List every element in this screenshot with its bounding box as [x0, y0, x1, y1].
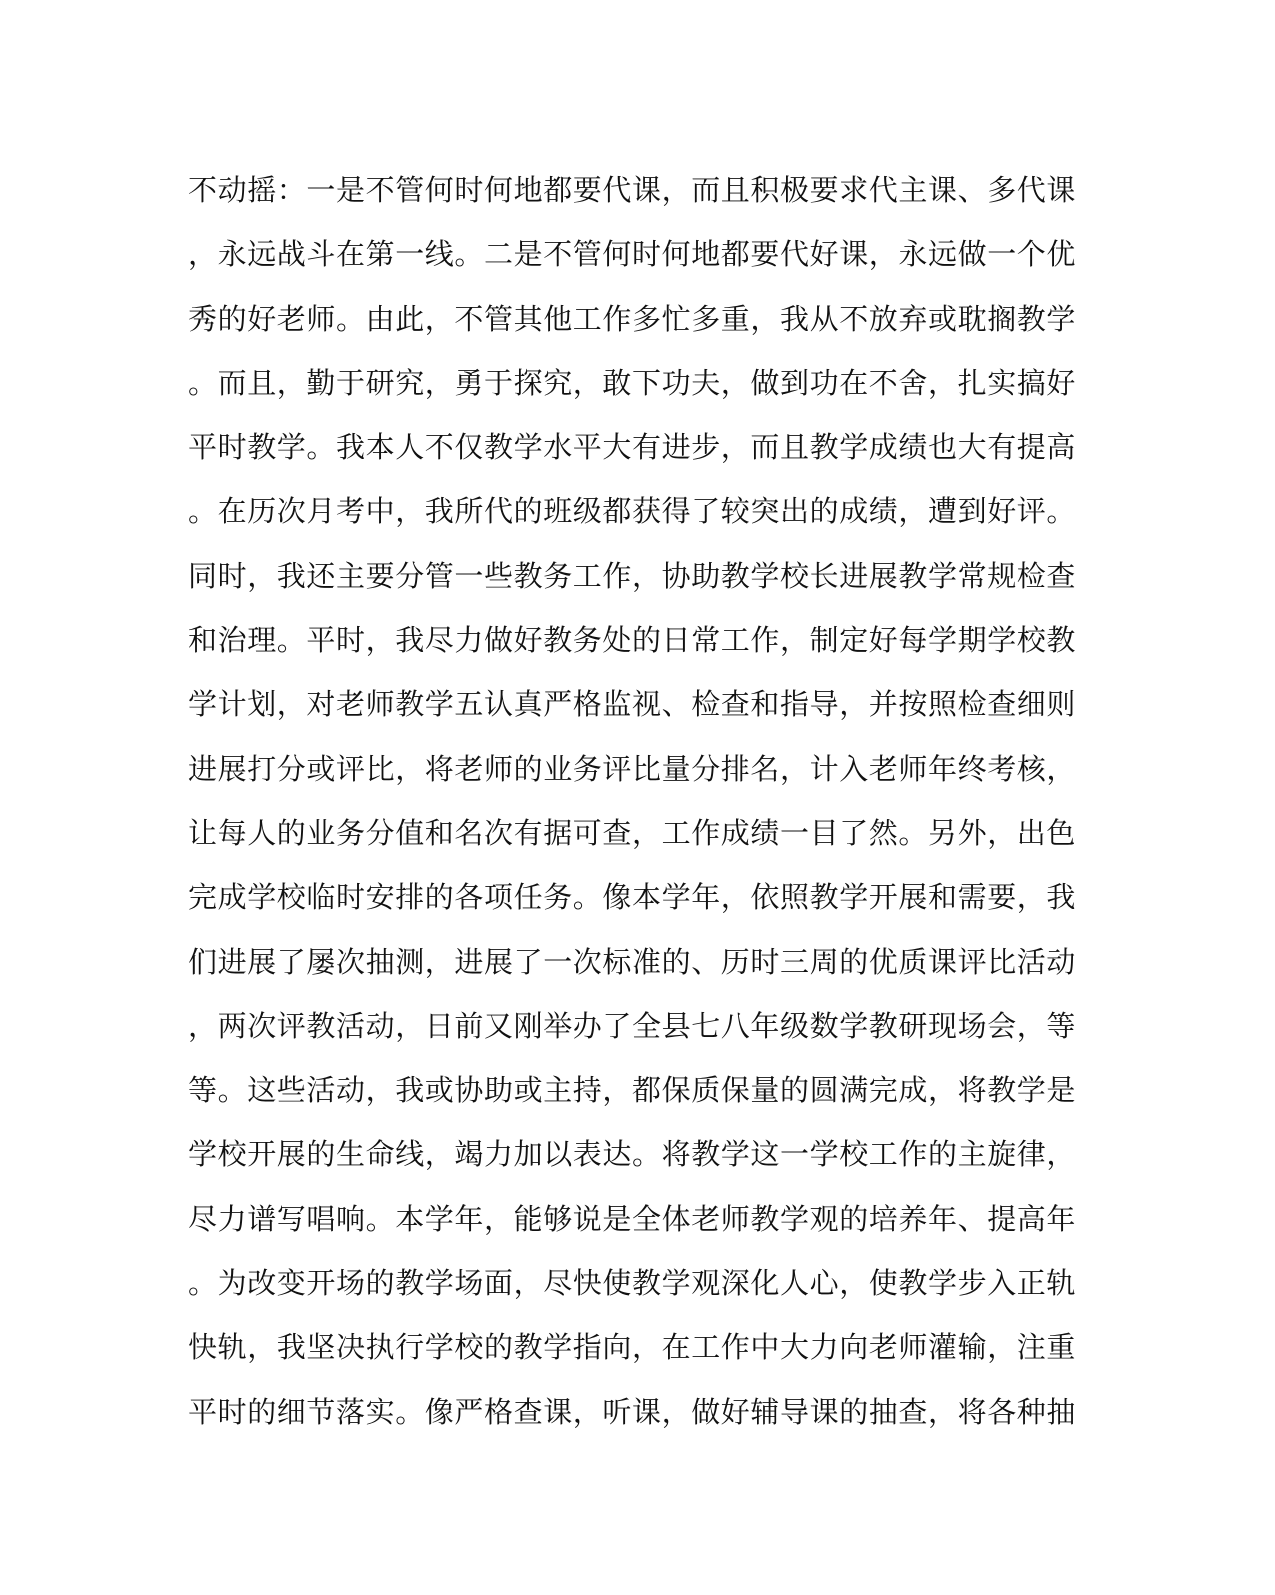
text-line: 平时的细节落实。像严格查课，听课，做好辅导课的抽查，将各种抽 — [188, 1394, 1077, 1429]
text-line: ，两次评教活动，日前又刚举办了全县七八年级数学教研现场会，等 — [188, 1008, 1077, 1043]
text-line: 平时教学。我本人不仅教学水平大有进步，而且教学成绩也大有提高 — [188, 430, 1077, 465]
text-line: ，永远战斗在第一线。二是不管何时何地都要代好课，永远做一个优 — [188, 237, 1077, 272]
text-line: 完成学校临时安排的各项任务。像本学年，依照教学开展和需要，我 — [188, 880, 1077, 915]
text-line: 。为改变开场的教学场面，尽快使教学观深化人心，使教学步入正轨 — [188, 1266, 1077, 1301]
text-line: 同时，我还主要分管一些教务工作，协助教学校长进展教学常规检查 — [188, 558, 1077, 593]
text-line: 和治理。平时，我尽力做好教务处的日常工作，制定好每学期学校教 — [188, 623, 1077, 658]
text-line: 学计划，对老师教学五认真严格监视、检查和指导，并按照检查细则 — [188, 687, 1077, 722]
body-text — [188, 158, 1077, 1444]
text-line: 进展打分或评比，将老师的业务评比量分排名，计入老师年终考核， — [188, 751, 1077, 786]
text-line: 。而且，勤于研究，勇于探究，敢下功夫，做到功在不舍，扎实搞好 — [188, 365, 1077, 400]
text-line: 学校开展的生命线，竭力加以表达。将教学这一学校工作的主旋律， — [188, 1137, 1077, 1172]
text-line: 不动摇：一是不管何时何地都要代课，而且积极要求代主课、多代课 — [188, 173, 1077, 207]
text-line: 让每人的业务分值和名次有据可查，工作成绩一目了然。另外，出色 — [188, 815, 1077, 850]
text-line: 们进展了屡次抽测，进展了一次标准的、历时三周的优质课评比活动 — [188, 944, 1077, 979]
text-line: 快轨，我坚决执行学校的教学指向，在工作中大力向老师灌输，注重 — [188, 1330, 1077, 1365]
text-line: 。在历次月考中，我所代的班级都获得了较突出的成绩，遭到好评。 — [188, 494, 1077, 529]
text-line: 等。这些活动，我或协助或主持，都保质保量的圆满完成，将教学是 — [188, 1073, 1077, 1108]
text-line: 秀的好老师。由此，不管其他工作多忙多重，我从不放弃或耽搁教学 — [188, 301, 1077, 336]
text-line: 尽力谱写唱响。本学年，能够说是全体老师教学观的培养年、提高年 — [188, 1201, 1077, 1236]
